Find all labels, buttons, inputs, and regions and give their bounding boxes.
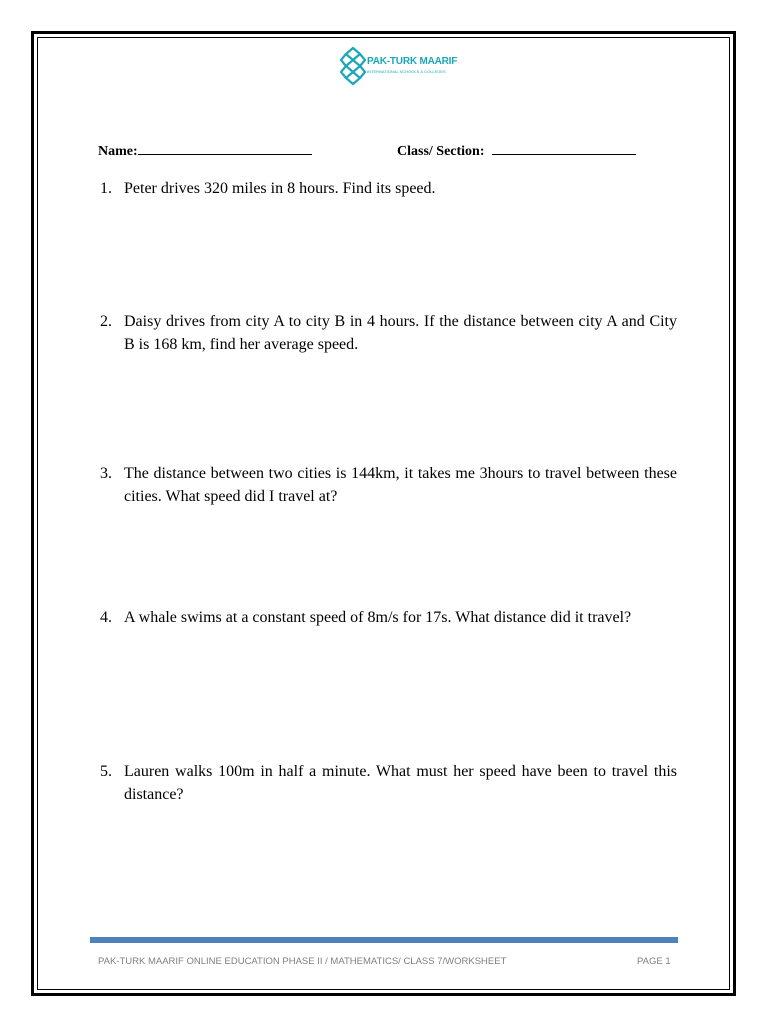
maarif-emblem-icon	[340, 45, 366, 87]
name-blank-line[interactable]	[138, 142, 312, 155]
question-2	[100, 310, 677, 356]
footer-course-info: PAK-TURK MAARIF ONLINE EDUCATION PHASE II / MATHEMATICS/ CLASS 7/WORKSHEET	[98, 956, 507, 967]
question-text: Peter drives 320 miles in 8 hours. Find its speed.	[124, 180, 436, 197]
question-text: Daisy drives from city A to city B in 4 hours. If the distance between city A and City B is 168 km, find her average speed.	[124, 313, 677, 353]
question-number: 4.	[100, 609, 112, 626]
question-text: A whale swims at a constant speed of 8m/s for 17s. What distance did it travel?	[124, 609, 632, 626]
question-3	[100, 462, 677, 508]
class-section-label: Class/ Section:	[397, 144, 485, 159]
question-number: 3.	[100, 465, 112, 482]
question-number: 2.	[100, 313, 112, 330]
question-number: 1.	[100, 180, 112, 197]
class-section-blank-line[interactable]	[492, 142, 636, 155]
question-text: Lauren walks 100m in half a minute. What must her speed have been to travel this distance?	[124, 763, 677, 803]
logo-subtitle: INTERNATIONAL SCHOOLS & COLLEGES	[367, 69, 446, 74]
question-text: The distance between two cities is 144km, it takes me 3hours to travel between these cities. What speed did I travel at?	[124, 465, 677, 505]
footer-accent-bar	[90, 937, 678, 943]
class-section-field	[397, 142, 636, 160]
name-field	[98, 142, 312, 160]
school-logo	[340, 45, 458, 87]
question-number: 5.	[100, 763, 112, 780]
question-1	[100, 177, 677, 200]
footer-page-number: PAGE 1	[637, 956, 671, 967]
question-5	[100, 760, 677, 806]
name-label: Name:	[98, 144, 138, 159]
logo-title: PAK-TURK MAARIF	[367, 56, 458, 67]
question-4	[100, 606, 677, 629]
